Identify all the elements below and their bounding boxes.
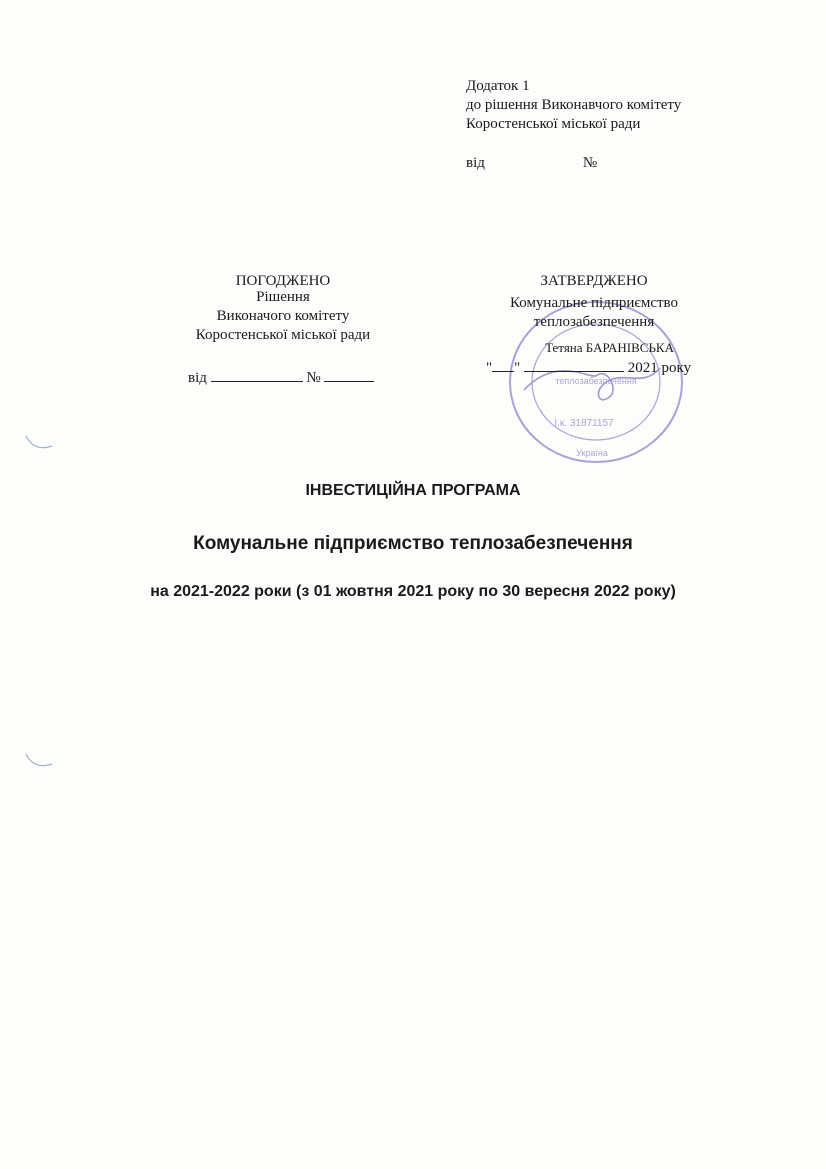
program-period: на 2021-2022 роки (з 01 жовтня 2021 року по 30 вересня 2022 року)	[150, 583, 676, 600]
agreed-line-3: Коростенської міської ради	[195, 327, 371, 343]
annex-block	[466, 77, 681, 173]
approved-year-suffix: 2021 року	[627, 360, 692, 376]
approved-quote-open: "	[486, 360, 493, 376]
agreed-line-2: Виконачого комітету	[216, 308, 350, 324]
agreed-block	[170, 272, 396, 388]
approved-line-1: Комунальне підприємство	[509, 295, 679, 311]
organization-name: Комунальне підприємство теплозабезпечення	[193, 533, 633, 554]
annex-line-3: Коростенської міської ради	[466, 116, 641, 132]
annex-line-2: до рішення Виконавчого комітету	[466, 97, 682, 113]
stamp-text-bottom: Україна	[576, 448, 608, 458]
agreed-number-blank	[324, 367, 374, 382]
agreed-date-row	[170, 367, 396, 388]
punch-hole-mark	[22, 736, 56, 770]
agreed-from-label: від	[188, 370, 207, 386]
stamp-text-top: теплозабезпечення	[555, 376, 637, 386]
agreed-line-1: Рішення	[256, 289, 310, 305]
agreed-date-blank	[211, 367, 303, 382]
punch-hole-mark	[22, 418, 56, 452]
approved-month-blank	[524, 357, 624, 372]
approved-heading: ЗАТВЕРДЖЕНО	[540, 273, 648, 289]
stamp-text-code: І.к. 31871157	[554, 418, 614, 429]
annex-ref-row	[466, 154, 681, 173]
approved-day-blank	[492, 357, 514, 372]
annex-no-label: №	[582, 155, 598, 171]
approved-date-row	[486, 357, 702, 378]
approved-block	[486, 272, 702, 378]
annex-line-1: Додаток 1	[466, 78, 530, 94]
annex-from-label: від	[466, 155, 485, 171]
approved-line-2: теплозабезпечення	[533, 314, 655, 330]
approved-quote-close: "	[514, 360, 521, 376]
agreed-heading: ПОГОДЖЕНО	[235, 273, 331, 289]
approved-signer: Тетяна БАРАНІВСЬКА	[545, 340, 674, 355]
agreed-no-label: №	[306, 370, 321, 386]
document-title: ІНВЕСТИЦІЙНА ПРОГРАМА	[305, 482, 521, 499]
